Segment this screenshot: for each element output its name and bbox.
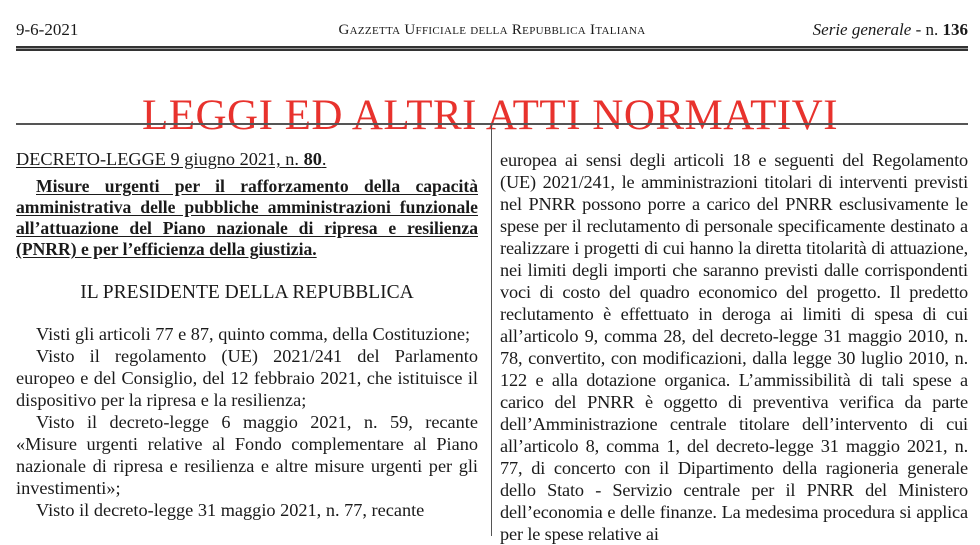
decree-heading-text: DECRETO-LEGGE 9 giugno 2021, n. [16, 149, 304, 169]
right-column [500, 124, 968, 545]
page-header [16, 0, 968, 52]
series-label: Serie generale [812, 20, 912, 39]
series-info [813, 20, 968, 40]
decree-subject: Misure urgenti per il rafforzamento della capacità amministrativa delle pubbliche amministrazioni funzionale all’attuazione del Piano nazionale di ripresa e resilienza (PNRR) e per l’efficienza della giustizia. [16, 176, 478, 259]
president-heading: IL PRESIDENTE DELLA REPUBBLICA [80, 282, 414, 303]
decree-heading [16, 148, 478, 170]
left-column [16, 124, 478, 521]
recital-paragraph: Visto il decreto-legge 31 maggio 2021, n. 77, recante [36, 500, 425, 520]
recital-paragraph: Visto il decreto-legge 6 maggio 2021, n. 59, recante «Misure urgenti relative al Fondo complementare al Piano nazionale di ripresa e resilienza e altre misure urgenti per gli investimenti»; [16, 412, 478, 498]
publication-name: Gazzetta Ufficiale della Repubblica Italiana [338, 22, 646, 38]
column-divider [491, 124, 492, 536]
decree-number: 80 [303, 149, 322, 169]
publication-date: 9-6-2021 [16, 20, 79, 39]
issue-number: 136 [942, 20, 968, 39]
header-double-rule [16, 46, 968, 51]
body-paragraph: europea ai sensi degli articoli 18 e seguenti del Regolamento (UE) 2021/241, le amministrazioni titolari di interventi previsti nel PNRR possono porre a carico del PNRR esclusivamente le spese per il reclutamento di personale specificamente destinato a realizzare i progetti di cui hanno la diretta titolarità di attuazione, nei limiti degli importi che saranno previsti dalle corrispondenti voci di costo del quadro economico del progetto. Il predetto reclutamento è effettuato in deroga ai limiti di spesa di cui all’articolo 9, comma 28, del decreto-legge 31 maggio 2010, n. 78, convertito, con modificazioni, dalla legge 30 luglio 2010, n. 122 e alla dotazione organica. L’ammissibilità di tali spese a carico del PNRR è oggetto di preventiva verifica da parte dell’Amministrazione centrale titolare dell’intervento di cui all’articolo 8, comma 1, del decreto-legge 31 maggio 2021, n. 77, di concerto con il Dipartimento della ragioneria generale dello Stato - Servizio centrale per il PNRR del Ministero dell’economia e delle finanze. La medesima procedura si applica per le spese relative ai [500, 150, 968, 544]
recital-paragraph: Visto il regolamento (UE) 2021/241 del Parlamento europeo e del Consiglio, del 12 febbraio 2021, che istituisce il dispositivo per la ripresa e la resilienza; [16, 346, 478, 410]
decree-heading-suffix: . [321, 149, 327, 169]
series-separator: - n. [911, 20, 943, 39]
section-title: LEGGI ED ALTRI ATTI NORMATIVI [141, 91, 839, 139]
recital-paragraph: Visti gli articoli 77 e 87, quinto comma, della Costituzione; [36, 324, 471, 344]
